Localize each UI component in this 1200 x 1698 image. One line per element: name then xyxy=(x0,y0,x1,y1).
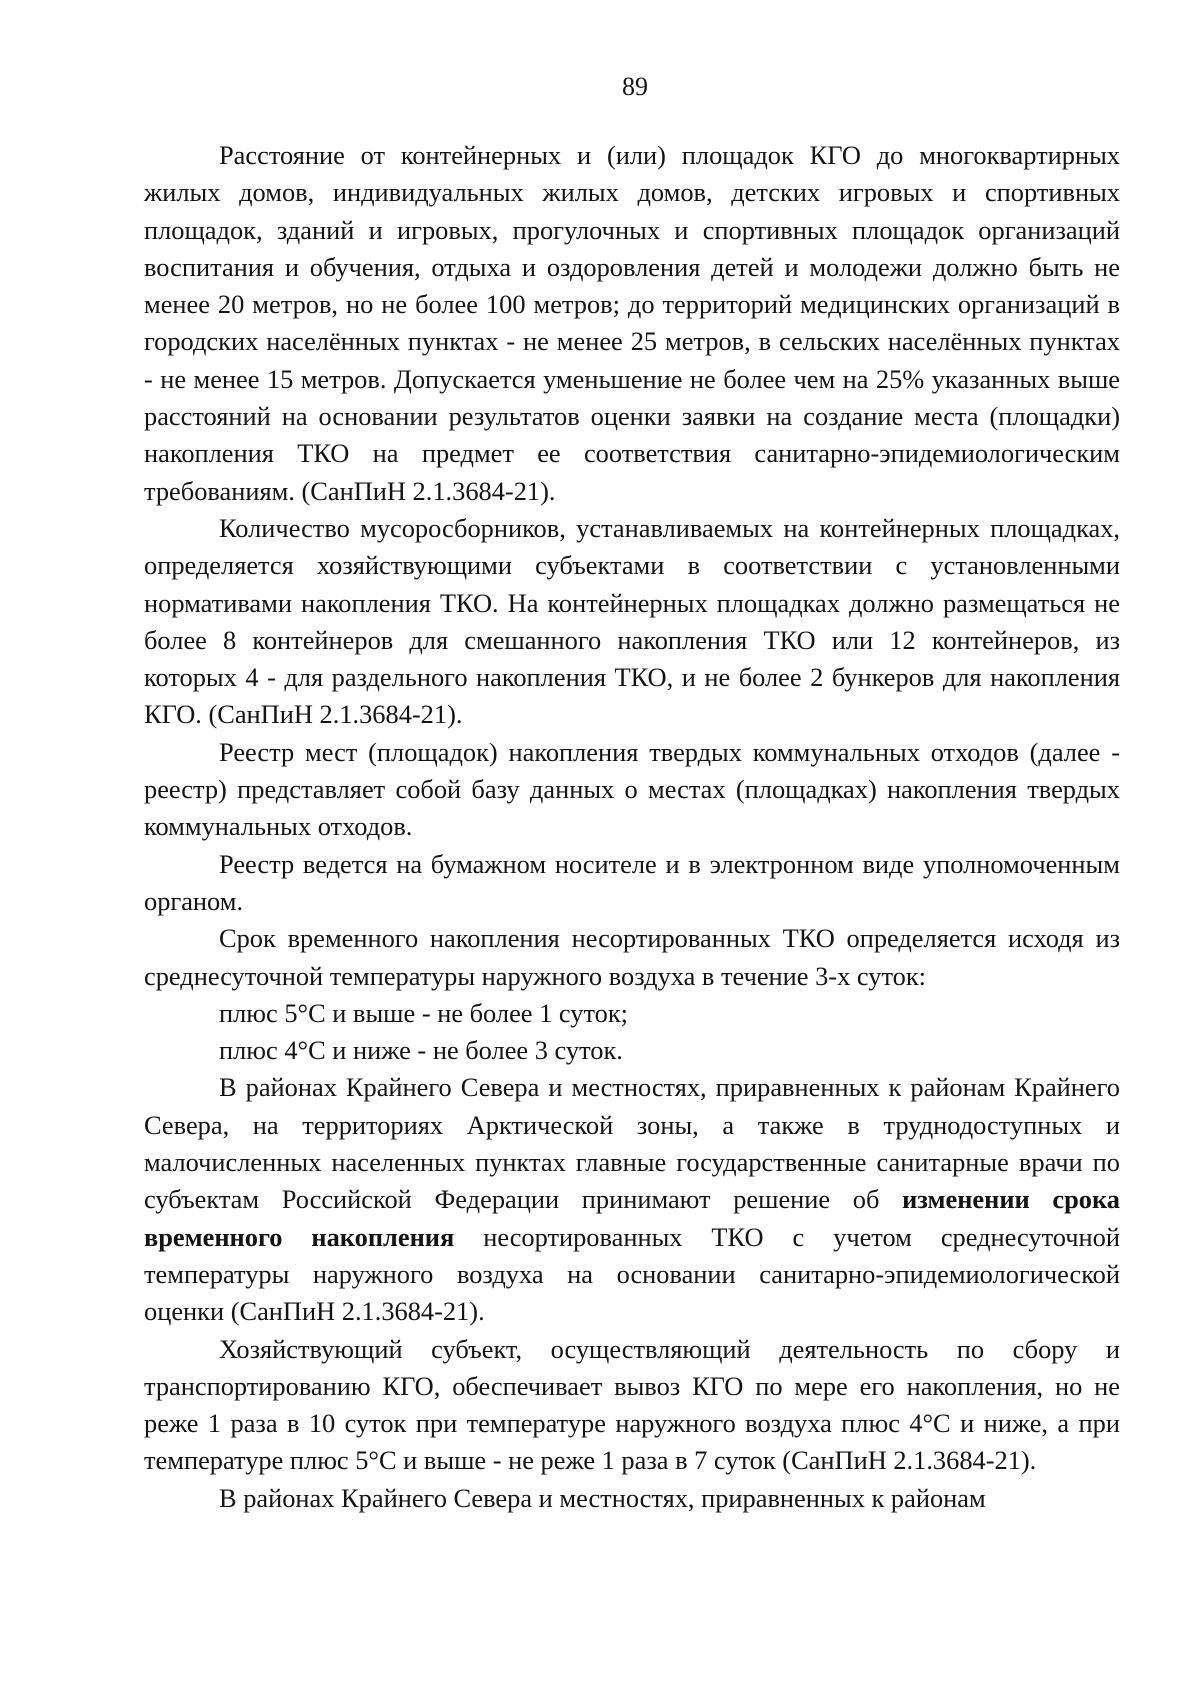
paragraph-far-north-text-before: В районах Крайнего Севера и местностях, приравненных к районам Крайнего Севера, на территориях Арктической зоны, а также в труднодоступных и малочисленных населенных пунктах главные государственные санитарные врачи по субъектам Российской Федерации принимают решение об xyxy=(144,1072,1120,1215)
page-number: 89 xyxy=(622,72,648,101)
paragraph-storage-warm: плюс 5°С и выше - не более 1 суток; xyxy=(219,997,628,1028)
paragraph-far-north-decision xyxy=(144,1069,1120,1330)
paragraph-container-count: Количество мусоросборников, устанавливаемых на контейнерных площадках, определяется хозяйствующими субъектами в соответствии с установленными нормативами накопления ТКО. На контейнерных площадках должно размещаться не более 8 контейнеров для смешанного накопления ТКО или 12 контейнеров, из которых 4 - для раздельного накопления ТКО, и не более 2 бункеров для накопления КГО. (СанПиН 2.1.3684-21). xyxy=(144,512,1120,730)
paragraph-storage-period: Срок временного накопления несортированных ТКО определяется исходя из среднесуточной температуры наружного воздуха в течение 3-х суток: xyxy=(144,923,1120,991)
paragraph-far-north-continued: В районах Крайнего Севера и местностях, приравненных к районам xyxy=(219,1482,986,1513)
paragraph-far-north-bold-phrase: изменении срока временного накопления xyxy=(144,1184,1120,1252)
paragraph-distance-requirements: Расстояние от контейнерных и (или) площадок КГО до многоквартирных жилых домов, индивидуальных жилых домов, детских игровых и спортивных площадок, зданий и игровых, прогулочных и спортивных площадок организаций воспитания и обучения, отдыха и оздоровления детей и молодежи должно быть не менее 20 метров, но не более 100 метров; до территорий медицинских организаций в городских населённых пунктах - не менее 25 метров, в сельских населённых пунктах - не менее 15 метров. Допускается уменьшение не более чем на 25% указанных выше расстояний на основании результатов оценки заявки на создание места (площадки) накопления ТКО на предмет ее соответствия санитарно-эпидемиологическим требованиям. (СанПиН 2.1.3684-21). xyxy=(144,140,1120,506)
paragraph-storage-cold: плюс 4°С и ниже - не более 3 суток. xyxy=(219,1035,623,1066)
paragraph-kgo-removal: Хозяйствующий субъект, осуществляющий деятельность по сбору и транспортированию КГО, обеспечивает вывоз КГО по мере его накопления, но не реже 1 раза в 10 суток при температуре наружного воздуха плюс 4°С и ниже, а при температуре плюс 5°С и выше - не реже 1 раза в 7 суток (СанПиН 2.1.3684-21). xyxy=(144,1333,1120,1476)
paragraph-registry-maintenance: Реестр ведется на бумажном носителе и в электронном виде уполномоченным органом. xyxy=(144,848,1120,916)
paragraph-far-north-text-after: несортированных ТКО с учетом среднесуточной температуры наружного воздуха на основании санитарно-эпидемиологической оценки (СанПиН 2.1.3684-21). xyxy=(144,1221,1120,1327)
paragraph-registry-definition: Реестр мест (площадок) накопления твердых коммунальных отходов (далее - реестр) представляет собой базу данных о местах (площадках) накопления твердых коммунальных отходов. xyxy=(144,736,1120,842)
document-body xyxy=(144,137,1120,1517)
